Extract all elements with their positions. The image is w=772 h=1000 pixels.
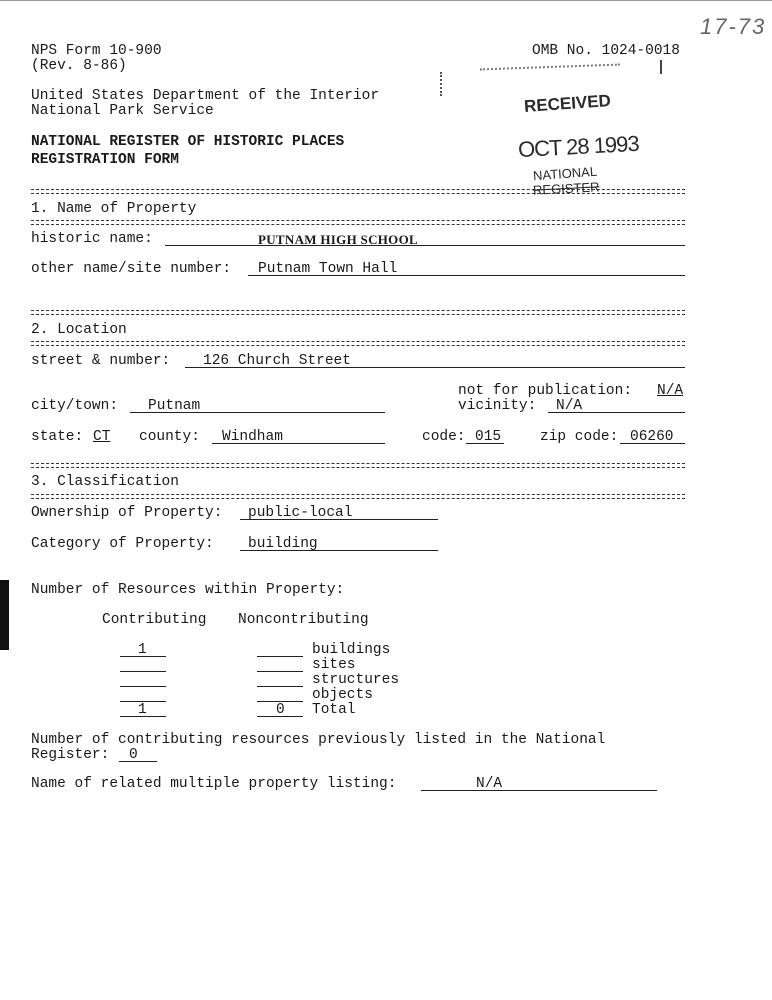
form-number: NPS Form 10-900 <box>31 43 162 59</box>
street-value: 126 Church Street <box>203 353 351 369</box>
resource-type: Total <box>312 702 356 718</box>
section1-heading: 1. Name of Property <box>31 201 197 217</box>
vicinity-value: N/A <box>556 398 583 414</box>
resource-type: sites <box>312 657 356 673</box>
previously-listed-label-cont: Register: <box>31 747 110 763</box>
agency-name: National Park Service <box>31 103 214 119</box>
historic-name-label: historic name: <box>31 231 153 247</box>
received-stamp: RECEIVED <box>523 90 612 117</box>
ownership-value: public-local <box>248 505 353 521</box>
street-label: street & number: <box>31 353 171 369</box>
scan-speck-left <box>440 72 450 96</box>
contributing-field[interactable] <box>120 670 166 672</box>
county-value: Windham <box>222 429 283 445</box>
stamp-register: REGISTER <box>532 179 600 198</box>
section-divider <box>31 189 685 194</box>
noncontributing-field[interactable] <box>257 655 303 657</box>
related-listing-label: Name of related multiple property listing: <box>31 776 397 792</box>
previously-listed-field[interactable] <box>119 760 157 762</box>
department-name: United States Department of the Interior <box>31 88 380 104</box>
form-revision: (Rev. 8-86) <box>31 58 127 74</box>
noncontributing-field[interactable] <box>257 670 303 672</box>
form-title-line2: REGISTRATION FORM <box>31 152 179 168</box>
scan-speck-top <box>480 64 620 75</box>
code-value: 015 <box>475 429 502 445</box>
noncontributing-field[interactable] <box>257 685 303 687</box>
category-label: Category of Property: <box>31 536 214 552</box>
previously-listed-label: Number of contributing resources previously listed in the National <box>31 732 606 748</box>
zip-label: zip code: <box>540 429 619 445</box>
zip-value: 06260 <box>630 429 674 445</box>
handwritten-corner-mark: 17-73 <box>700 14 767 39</box>
section-divider <box>31 341 685 346</box>
county-label: county: <box>139 429 200 445</box>
contributing-field[interactable] <box>120 685 166 687</box>
city-label: city/town: <box>31 398 119 414</box>
code-label: code: <box>422 429 466 445</box>
noncontributing-header: Noncontributing <box>238 612 369 628</box>
contributing-count: 1 <box>138 642 147 658</box>
contributing-count: 1 <box>138 702 147 718</box>
section2-heading: 2. Location <box>31 322 127 338</box>
form-title-line1: NATIONAL REGISTER OF HISTORIC PLACES <box>31 134 345 150</box>
related-listing-value: N/A <box>476 776 503 792</box>
section3-heading: 3. Classification <box>31 474 179 490</box>
not-for-publication-value: N/A <box>657 383 684 399</box>
contributing-header: Contributing <box>102 612 207 628</box>
other-name-value: Putnam Town Hall <box>258 261 398 277</box>
resources-label: Number of Resources within Property: <box>31 582 345 598</box>
category-value: building <box>248 536 318 552</box>
other-name-label: other name/site number: <box>31 261 232 277</box>
resource-type: buildings <box>312 642 391 658</box>
scan-edge-mark <box>0 580 9 650</box>
historic-name-value: PUTNAM HIGH SCHOOL <box>258 232 418 247</box>
vicinity-label: vicinity: <box>458 398 537 414</box>
resource-type: structures <box>312 672 400 688</box>
historic-name-field[interactable] <box>165 244 685 246</box>
previously-listed-value: 0 <box>129 747 138 763</box>
city-value: Putnam <box>148 398 201 414</box>
section-divider <box>31 310 685 315</box>
omb-number: OMB No. 1024-0018 <box>532 43 680 59</box>
resource-type: objects <box>312 687 373 703</box>
related-listing-field[interactable] <box>421 789 657 791</box>
section-divider <box>31 494 685 499</box>
not-for-publication-label: not for publication: <box>458 383 633 399</box>
received-date-stamp: OCT 28 1993 <box>517 130 640 163</box>
state-value: CT <box>93 429 111 445</box>
page-top-edge <box>0 0 772 1</box>
ownership-label: Ownership of Property: <box>31 505 223 521</box>
stamp-national: NATIONAL <box>532 163 598 184</box>
section-divider <box>31 463 685 468</box>
section-divider <box>31 220 685 225</box>
state-label: state: <box>31 429 84 445</box>
scan-speck-right <box>660 60 662 74</box>
noncontributing-count: 0 <box>276 702 285 718</box>
